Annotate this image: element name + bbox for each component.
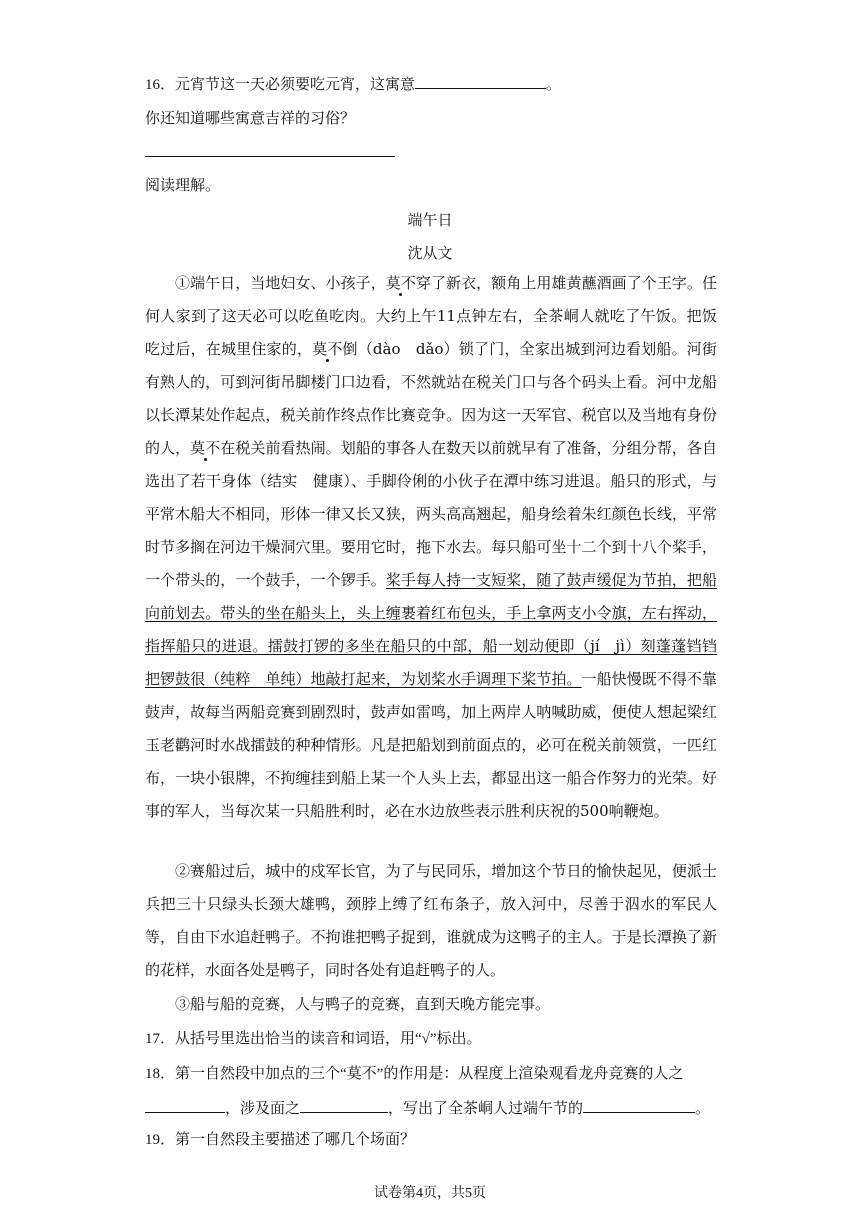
question-17: 17．从括号里选出恰当的读音和词语，用“√”标出。 [145,1031,482,1047]
question-18: 18．第一自然段中加点的三个“莫不”的作用是：从程度上渲染观看龙舟竞赛的人之 [145,1066,684,1082]
answer-blank[interactable] [415,74,546,89]
answer-blank[interactable] [583,1098,695,1113]
paragraph-text: 穿了新衣，额角上用雄黄蘸酒画了个王字。任何人家到了这天必可以吃鱼吃肉。大约上午11点钟左右，全茶峒人就吃了午饭。把饭吃过后，在城里住家的， [145,274,717,358]
question-18-blanks [145,1098,710,1119]
paragraph-text: ③船与船的竞赛，人与鸭子的竞赛，直到天晚方能完事。 [175,995,551,1013]
question-16-end: 。 [546,77,562,93]
answer-line[interactable] [145,156,395,157]
question-18-end: 。 [695,1101,711,1117]
article-paragraph-3 [145,988,717,1021]
paragraph-text: 在税关前看热闹。划船的事各人在数天以前就早有了准备，分组分帮，各自选出了若干身体（结实 健康）、手脚伶俐的小伙子在潭中练习进退。船只的形式，与平常木船大不相同，形体一律又长又狭，两头高高翘起，船身绘着朱红颜色长线，平常时节多搁在河边干燥洞穴里。要用它时，拖下水去。每只船可坐十二个到十八个桨手，一个带头的，一个鼓手，一个锣手。 [145,439,717,589]
question-18-text: ，涉及面之 [225,1101,301,1117]
answer-blank[interactable] [300,1098,388,1113]
dotted-word: 莫不 [385,274,416,292]
article-author: 沈从文 [407,244,453,262]
paragraph-text: 一船快慢既不得不靠鼓声，故每当两船竞赛到剧烈时，鼓声如雷鸣，加上两岸人呐喊助威，便使人想起梁红玉老鹳河时水战擂鼓的种种情形。凡是把船划到前面点的，必可在税关前领赏，一匹红布，一块小银牌，不拘缠挂到船上某一个人头上去，都显出这一船合作努力的光荣。好事的军人，当每次某一只船胜利时，必在水边放些表示胜利庆祝的500响鞭炮。 [145,670,717,820]
dotted-word: 莫不 [190,439,221,457]
paragraph-text: ②赛船过后，城中的戍军长官，为了与民同乐，增加这个节日的愉快起见，便派士兵把三十只绿头长颈大雄鸭，颈脖上缚了红布条子，放入河中，尽善于泅水的军民人等，自由下水追赶鸭子。不拘谁把鸭子捉到，谁就成为这鸭子的主人。于是长潭换了新的花样，水面各处是鸭子，同时各处有追赶鸭子的人。 [145,862,717,979]
page-footer: 试卷第4页，共5页 [374,1186,486,1201]
question-16 [145,74,561,95]
question-18-text: ，写出了全茶峒人过端午节的 [388,1101,584,1117]
answer-blank[interactable] [145,1098,225,1113]
underlined-passage: 桨手每人持一支短桨，随了鼓声缓促为节拍，把船向前划去。带头的坐在船头上，头上缠裹着红布包头，手上拿两支小令旗，左右挥动，指挥船只的进退。擂鼓打锣的多坐在船只的中部，船一划动便即（jí jì）刻蓬蓬铛铛把锣鼓很（纯粹 单纯）地敲打起来，为划桨水手调理下桨节拍。 [145,571,717,688]
paragraph-text: ①端午日，当地妇女、小孩子， [175,274,386,292]
article-paragraph-2 [145,855,717,987]
question-16-followup: 你还知道哪些寓意吉祥的习俗？ [145,111,356,127]
article-title: 端午日 [407,211,453,229]
question-19: 19．第一自然段主要描述了哪几个场面？ [145,1132,416,1148]
section-label: 阅读理解。 [145,178,221,194]
paragraph-text: 倒（dào dǎo）锁了门，全家出城到河边看划船。河街有熟人的，可到河街吊脚楼门口边看，不然就站在税关门口与各个码头上看。河中龙船以长潭某处作起点，税关前作终点作比赛竞争。因为这一天军官、税官以及当地有身份的人， [145,340,717,457]
article-paragraph-1 [145,267,717,828]
dotted-word: 莫不 [312,340,343,358]
question-16-text: 16．元宵节这一天必须要吃元宵，这寓意 [145,77,416,93]
